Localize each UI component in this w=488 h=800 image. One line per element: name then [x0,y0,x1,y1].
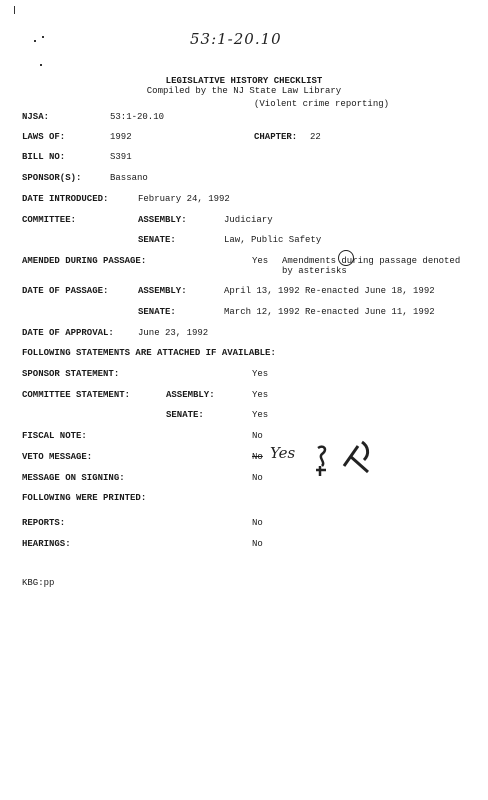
document-title: LEGISLATIVE HISTORY CHECKLIST [165,76,323,86]
date-introduced-value: February 24, 1992 [138,194,230,204]
hearings-value: No [252,539,263,549]
njsa-label: NJSA: [22,112,50,122]
scan-speck [40,64,42,66]
scan-speck [34,40,36,42]
passage-senate-value: March 12, 1992 Re-enacted June 11, 1992 [224,307,435,317]
sponsor-statement-label: SPONSOR STATEMENT: [22,369,120,379]
handwritten-statute-number: 53:1-20.10 [190,30,282,48]
handwritten-scribble [310,436,380,486]
date-introduced-label: DATE INTRODUCED: [22,194,109,204]
sponsors-label: SPONSOR(S): [22,173,82,183]
reports-value: No [252,518,263,528]
sponsors-value: Bassano [110,173,148,183]
reports-label: REPORTS: [22,518,66,528]
following-attached-heading: FOLLOWING STATEMENTS ARE ATTACHED IF AVAILABLE: [22,348,276,358]
bill-no-value: S391 [110,152,132,162]
hearings-label: HEARINGS: [22,539,71,549]
committee-senate-label: SENATE: [138,235,176,245]
message-on-signing-value: No [252,473,263,483]
fiscal-note-label: FISCAL NOTE: [22,431,87,441]
passage-assembly-label: ASSEMBLY: [138,286,187,296]
committee-statement-assembly-value: Yes [252,390,269,400]
document-subtitle: Compiled by the NJ State Law Library [146,86,342,96]
fiscal-note-value: No [252,431,263,441]
amended-note-line2: by asterisks [282,266,347,276]
amended-note-line1: Amendments during passage denoted [282,256,461,266]
njsa-value: 53:1-20.10 [110,112,165,122]
laws-of-value: 1992 [110,132,132,142]
date-of-approval-value: June 23, 1992 [138,328,209,338]
committee-assembly-value: Judiciary [224,215,273,225]
committee-statement-assembly-label: ASSEMBLY: [166,390,215,400]
subject-note: (Violent crime reporting) [254,99,390,109]
committee-assembly-label: ASSEMBLY: [138,215,187,225]
amended-value: Yes [252,256,269,266]
date-of-approval-label: DATE OF APPROVAL: [22,328,114,338]
veto-message-value-struck: No [252,452,263,462]
committee-statement-senate-label: SENATE: [166,410,204,420]
chapter-value: 22 [310,132,321,142]
date-of-passage-label: DATE OF PASSAGE: [22,286,109,296]
handwritten-circle-mark [338,250,354,266]
scan-mark [14,6,15,14]
bill-no-label: BILL NO: [22,152,66,162]
committee-label: COMMITTEE: [22,215,77,225]
following-printed-heading: FOLLOWING WERE PRINTED: [22,493,147,503]
veto-message-label: VETO MESSAGE: [22,452,93,462]
typist-initials: KBG:pp [22,578,55,588]
laws-of-label: LAWS OF: [22,132,66,142]
passage-senate-label: SENATE: [138,307,176,317]
amended-label: AMENDED DURING PASSAGE: [22,256,147,266]
passage-assembly-value: April 13, 1992 Re-enacted June 18, 1992 [224,286,435,296]
committee-senate-value: Law, Public Safety [224,235,322,245]
scan-speck [42,36,44,38]
sponsor-statement-value: Yes [252,369,269,379]
committee-statement-senate-value: Yes [252,410,269,420]
committee-statement-label: COMMITTEE STATEMENT: [22,390,131,400]
veto-message-handwritten: Yes [270,444,296,462]
message-on-signing-label: MESSAGE ON SIGNING: [22,473,125,483]
chapter-label: CHAPTER: [254,132,298,142]
